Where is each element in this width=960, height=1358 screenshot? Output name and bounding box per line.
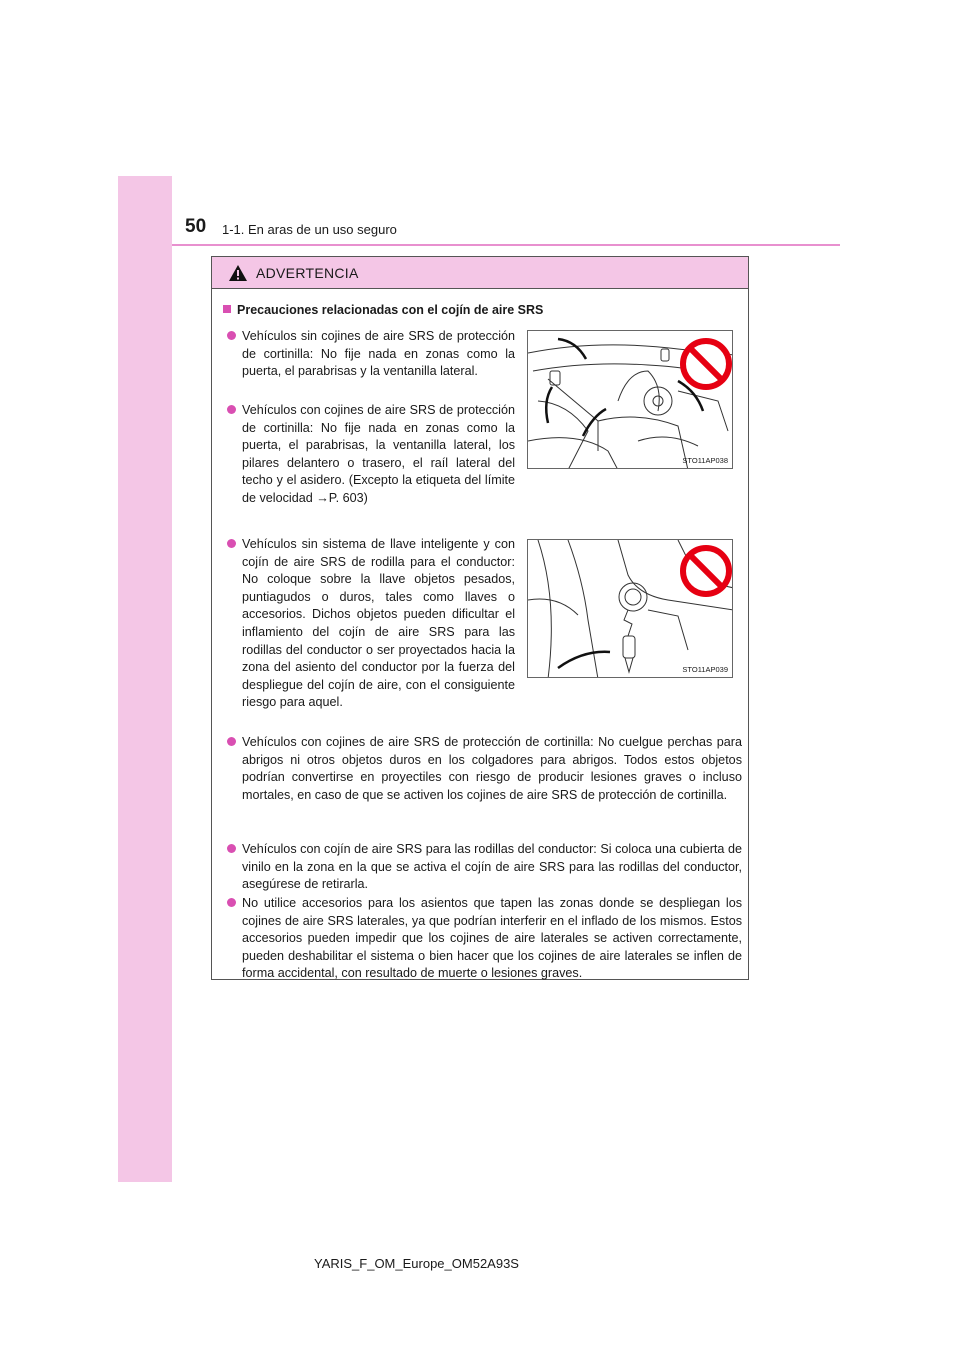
warning-label: ADVERTENCIA xyxy=(256,264,359,281)
square-bullet-icon xyxy=(223,305,231,313)
list-item: Vehículos con cojín de aire SRS para las rodillas del conductor: Si coloca una cubierta de vinilo en la zona en la que se activa el cojín de aire SRS para las rodillas del conductor, asegúrese de retirarla. xyxy=(242,841,742,894)
list-item: Vehículos con cojines de aire SRS de protección de cortinilla: No cuelgue perchas para abrigos ni otros objetos duros en los colgadores para abrigos. Todos estos objetos podrían convertirse en proyectiles con riesgo de producir lesiones graves o incluso mortales, en caso de que se activen los cojines de aire SRS de protección de cortinilla. xyxy=(242,734,742,804)
warning-triangle-icon xyxy=(228,264,248,282)
prohibition-icon xyxy=(683,548,729,594)
bullet-dot-icon xyxy=(227,898,236,907)
list-item: Vehículos sin cojines de aire SRS de protección de cortinilla: No fije nada en zonas como la puerta, el parabrisas y la ventanilla lateral. xyxy=(242,328,515,381)
section-title: 1-1. En aras de un uso seguro xyxy=(222,222,397,237)
list-item: No utilice accesorios para los asientos que tapen las zonas donde se despliegan los cojines de aire SRS laterales, ya que podrían interferir en el inflado de los mismos. Estos accesorios pueden impedir que los cojines de aire laterales se activen correctamente, pueden deshabilitar el sistema o bien hacer que los cojines de aire laterales se inflen de forma accidental, con resultado de muerte o lesiones graves. xyxy=(242,895,742,983)
list-item: Vehículos con cojines de aire SRS de protección de cortinilla: No fije nada en zonas como la puerta, el parabrisas, la ventanilla lateral, los pilares delantero o trasero, el raíl lateral del techo y el asidero. (Excepto la etiqueta del límite de velocidad →P. 603) xyxy=(242,402,515,508)
page-footer: YARIS_F_OM_Europe_OM52A93S xyxy=(314,1256,519,1271)
prohibition-icon xyxy=(683,341,729,387)
bullet-dot-icon xyxy=(227,844,236,853)
bullet-dot-icon xyxy=(227,539,236,548)
warning-header xyxy=(212,257,748,289)
header-rule xyxy=(172,244,840,246)
chapter-sidebar-band xyxy=(118,176,172,1182)
ignition-key-figure xyxy=(527,539,733,678)
section-heading: Precauciones relacionadas con el cojín de aire SRS xyxy=(223,303,543,317)
warning-box xyxy=(211,256,749,980)
bullet-dot-icon xyxy=(227,737,236,746)
ignition-key-illustration xyxy=(528,540,733,678)
bullet-dot-icon xyxy=(227,405,236,414)
figure-code: STO11AP038 xyxy=(682,456,728,465)
cabin-interior-illustration xyxy=(528,331,733,469)
page-number: 50 xyxy=(185,216,207,237)
figure-code: STO11AP039 xyxy=(682,665,728,674)
bullet-dot-icon xyxy=(227,331,236,340)
cabin-interior-figure xyxy=(527,330,733,469)
list-item: Vehículos sin sistema de llave inteligente y con cojín de aire SRS de rodilla para el conductor: No coloque sobre la llave objetos pesados, puntiagudos o duros, tales como llaves o accesorios. Dichos objetos pueden dificultar el inflamiento del cojín de aire SRS para las rodillas del conductor o ser proyectados hacia la zona del asiento del conductor por la fuerza del despliegue del cojín de aire, con el consiguiente riesgo para aquel. xyxy=(242,536,515,712)
